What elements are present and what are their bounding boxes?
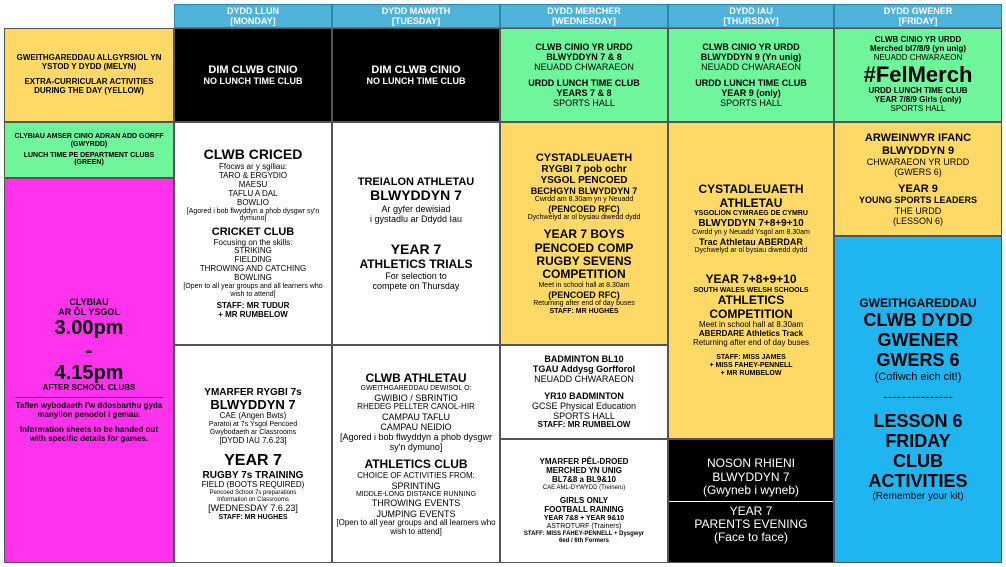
cricket-t9: Focusing on the skills: [213, 237, 293, 247]
after-cy-1: CLYBIAU [69, 296, 109, 307]
parents-t2: BLWYDDYN 7 [712, 469, 790, 484]
rugby-t7: YEAR 7 [224, 451, 282, 469]
tue-no-lunch-cy: DIM CLWB CINIO [371, 63, 461, 76]
rugby-t10: Pencoed School 7s preparations [209, 490, 297, 496]
cricket-t16: + MR RUMBELOW [218, 309, 288, 319]
lead-t7: THE URDD [894, 205, 942, 216]
header-friday-en: [FRIDAY] [898, 16, 938, 26]
cricket-t6: BOWLIO [236, 197, 269, 207]
cricket-t7: [Agored i bob flwyddyn a phob dysgwr sy'n dymuno] [186, 207, 320, 223]
tath-t3: YSGOLION CYMRAEG DE CYMRU [694, 210, 808, 218]
l6-t7: LESSON 6 [873, 410, 963, 431]
tath-t14: Returning after end of day buses [692, 338, 810, 348]
foot-t8: ASTROTURF (Trainers) [546, 523, 622, 531]
wrugby-t5: Cwrdd am 8.30am yn y Neuadd [534, 196, 634, 204]
lead-t6: YOUNG SPORTS LEADERS [858, 195, 977, 206]
tath-t11: COMPETITION [709, 306, 793, 321]
cricket-t10: STRIKING [234, 246, 272, 256]
wrugby-t14: Returning after end of day buses [533, 299, 635, 307]
trials-t1: TREIALON ATHLETAU [357, 175, 475, 188]
wed-lunch-t6: SPORTS HALL [553, 98, 615, 109]
fri-lunch-hashtag: #FelMerch [863, 61, 973, 87]
l6-t4: GWERS 6 [876, 350, 960, 371]
rugby-t2: BLWYDDYN 7 [210, 396, 296, 412]
left-lunch-clubs [4, 122, 174, 178]
parents-t3: (Gwyneb i wyneb) [702, 483, 800, 498]
cricket-t1: CLWB CRICED [203, 146, 303, 163]
badm-t7: STAFF: MR RUMBELOW [537, 419, 631, 429]
l6-divider-text: --------------- [883, 387, 953, 404]
tath-t8: YEAR 7+8+9+10 [705, 272, 797, 287]
wrugby-t7: Dychwelyd ar ol bysiau diwedd dydd [527, 214, 641, 222]
wrugby-t11: COMPETITION [542, 267, 626, 282]
wrugby-t2: RYGBI 7 pob ochr [541, 163, 627, 175]
club-t10: SPRINTING [391, 480, 441, 491]
cricket-t13: BOWLING [234, 273, 272, 283]
wed-badminton [500, 345, 668, 439]
foot-t9: STAFF: MISS FAHEY-PENNELL + Dysgwyr [523, 530, 645, 537]
tath-t6: Trac Athletau ABERDAR [699, 237, 803, 248]
cricket-t11: FIELDING [234, 255, 272, 265]
lead-t2: BLWYDDYN 9 [881, 144, 955, 157]
cricket-t4: MAESU [238, 179, 268, 189]
rugby-t8: RUGBY 7s TRAINING [202, 469, 304, 481]
lead-t1: ARWEINWYR IFANC [864, 132, 972, 145]
trials-t8: compete on Thursday [372, 281, 460, 292]
wrugby-t9: PENCOED COMP [534, 240, 634, 255]
header-tuesday-cy: DYDD MAWRTH [381, 5, 451, 16]
l6-t10: ACTIVITIES [868, 471, 968, 491]
cricket-t12: THROWING AND CATCHING [199, 264, 307, 274]
foot-t5: GIRLS ONLY [559, 496, 609, 506]
after-cy-2: AR ÔL YSGOL [58, 307, 120, 318]
lead-t8: (LESSON 6) [892, 215, 943, 226]
l6-t11: (Remember your kit) [872, 491, 964, 503]
l6-t2: CLWB DYDD [863, 310, 973, 331]
wed-rugby-sevens [500, 122, 668, 345]
club-t5: CAMPAU TAFLU [381, 411, 450, 422]
left-extra-en: EXTRA-CURRICULAR ACTIVITIES DURING THE DAY (YELLOW) [24, 77, 154, 95]
rugby-t5: Gwybodaeth ar Classrooms [209, 429, 297, 437]
divider [15, 397, 163, 398]
badm-t6: SPORTS HALL [553, 410, 615, 421]
cricket-t2: Ffocws ar y sgiliau: [218, 161, 288, 171]
cricket-t15: STAFF: MR TUDUR [216, 300, 290, 310]
foot-t1: YMARFER PÊL-DROED [539, 456, 629, 466]
left-extra-curricular [4, 28, 174, 122]
parents-t1: NOSON RHIENI [706, 456, 795, 471]
club-t8: ATHLETICS CLUB [364, 457, 468, 472]
badm-t1: BADMINTON BL10 [544, 354, 624, 365]
after-en: AFTER SCHOOL CLUBS [42, 383, 136, 393]
left-extra-cy: GWEITHGAREDDAU ALLGYRSIOL YN YSTOD Y DYDD (MELYN) [16, 53, 162, 72]
mon-no-lunch-cy: DIM CLWB CINIO [208, 63, 298, 76]
cricket-t8: CRICKET CLUB [211, 226, 295, 239]
foot-t10: 6ed / 6th Formers [558, 537, 609, 544]
after-time-end: 4.15pm [54, 361, 124, 384]
tue-no-lunch-en: NO LUNCH TIME CLUB [366, 76, 466, 87]
trials-t5: YEAR 7 [390, 240, 442, 257]
thu-lunch-t1: CLWB CINIO YR URDD [702, 41, 800, 52]
foot-t6: FOOTBALL RAINING [544, 505, 624, 515]
wrugby-t8: YEAR 7 BOYS [543, 227, 625, 242]
trials-t2: BLWYDDYN 7 [370, 187, 462, 204]
club-t9: CHOICE OF ACTIVITIES FROM: [357, 470, 475, 480]
thu-lunch-t3: NEUADD CHWARAEON [701, 61, 801, 72]
tath-t9: SOUTH WALES WELSH SCHOOLS [693, 286, 809, 294]
tath-t4: BLWYDDYN 7+8+9+10 [698, 218, 804, 230]
tath-t17: + MR RUMBELOW [720, 369, 782, 377]
parents-t6: (Face to face) [713, 530, 789, 545]
fri-lunch-t1: CLWB CINIO YR URDD [874, 34, 962, 44]
tue-no-lunch-club [332, 28, 500, 122]
tath-t5: Cwrdd yn y Neuadd Ysgol am 8.30am [692, 229, 810, 237]
club-t3: GWIBIO / SBRINTIO [374, 392, 458, 403]
foot-t3: BL7&8 a BL9&10 [551, 474, 617, 484]
wed-lunch-t3: NEUADD CHWARAEON [534, 61, 634, 72]
lead-t5: YEAR 9 [898, 183, 938, 196]
header-tuesday [332, 4, 500, 28]
fri-lunch-t7: SPORTS HALL [890, 104, 946, 114]
header-wednesday-cy: DYDD MERCHER [547, 5, 621, 16]
l6-t1: GWEITHGAREDDAU [859, 295, 977, 310]
tue-athletics-trials [332, 122, 500, 345]
wrugby-t3: YSGOL PENCOED [540, 175, 628, 187]
header-tuesday-en: [TUESDAY] [391, 16, 441, 26]
wed-lunch-t5: YEARS 7 & 8 [556, 88, 612, 99]
club-t13: JUMPING EVENTS [376, 508, 456, 519]
club-t14: [Open to all year groups and all learners who wish to attend] [336, 517, 496, 536]
wrugby-t6: (PENCOED RFC) [548, 204, 620, 215]
club-t4: RHEDEG PELLTER CANOL-HIR [357, 401, 475, 411]
club-t1: CLWB ATHLETAU [365, 370, 467, 385]
header-friday-cy: DYDD GWENER [883, 5, 953, 16]
wrugby-t10: RUGBY SEVENS [536, 253, 632, 268]
fri-lesson6-activities [834, 236, 1002, 563]
club-t7: [Agored i bob flwyddyn a phob dysgwr sy'n dymuno] [339, 431, 493, 453]
club-t11: MIDDLE-LONG DISTANCE RUNNING [355, 490, 477, 498]
left-lunch-en: LUNCH TIME PE DEPARTMENT CLUBS (GREEN) [23, 151, 155, 167]
tath-t12: Meet in school hall at 8.30am [698, 320, 804, 330]
fri-young-leaders [834, 122, 1002, 236]
wed-lunch-t1: CLWB CINIO YR URDD [535, 41, 633, 52]
lead-t3: CHWARAEON YR URDD [866, 156, 970, 167]
tue-athletics-club [332, 345, 500, 563]
thu-lunch-t2: BLWYDDYN 9 (Yn unig) [700, 51, 802, 62]
fri-lunch-t2: Merched bl7/8/9 (yn unig) [869, 43, 966, 53]
thu-lunch-t4: URDD LUNCH TIME CLUB [695, 78, 807, 88]
badm-t4: YR10 BADMINTON [544, 390, 624, 401]
header-thursday-en: [THURSDAY] [723, 16, 779, 26]
foot-t2: MERCHED YN UNIG [546, 465, 622, 475]
fri-urdd-lunch [834, 28, 1002, 122]
lead-t4: (GWERS 6) [894, 167, 942, 178]
cricket-t14: [Open to all year groups and all learners who wish to attend] [183, 283, 323, 299]
tath-t15: STAFF: MISS JAMES [716, 354, 786, 362]
rugby-t13: STAFF: MR HUGHES [218, 513, 288, 521]
l6-t3: GWENER [877, 330, 959, 351]
after-time-dash: - [85, 339, 93, 362]
club-t2: GWEITHGAREDDAU DEWISOL O: [360, 384, 472, 392]
wed-lunch-t4: URDD LUNCH TIME CLUB [528, 78, 640, 88]
mon-no-lunch-club [174, 28, 332, 122]
mon-cricket-club [174, 122, 332, 345]
rugby-t6: [DYDD IAU 7.6.23] [219, 436, 287, 445]
header-thursday-cy: DYDD IAU [729, 5, 773, 16]
l6-t9: CLUB [893, 450, 943, 471]
tath-t2: ATHLETAU [719, 195, 783, 210]
wrugby-t15: STAFF: MR HUGHES [549, 307, 619, 315]
cricket-t3: TARO & ERGYDIO [218, 170, 288, 180]
header-monday [174, 4, 332, 28]
thu-lunch-t5: YEAR 9 (only) [721, 88, 781, 99]
header-friday [834, 4, 1002, 28]
rugby-t1: YMARFER RYGBI 7s [204, 386, 302, 398]
header-monday-cy: DYDD LLUN [227, 5, 279, 16]
wrugby-t13: (PENCOED RFC) [548, 289, 620, 300]
wed-girls-football [500, 439, 668, 563]
l6-t5: (Cofiwch eich cit!) [874, 370, 962, 383]
fri-lunch-t5: URDD LUNCH TIME CLUB [868, 86, 968, 96]
header-thursday [668, 4, 834, 28]
rugby-t3: CAE (Angen Bwts) [219, 411, 287, 421]
thu-urdd-lunch [668, 28, 834, 122]
rugby-t11: Information on Classrooms [217, 496, 289, 503]
thu-athletics-competition [668, 122, 834, 439]
thu-lunch-t6: SPORTS HALL [720, 98, 782, 109]
parents-t5: PARENTS EVENING [694, 516, 808, 531]
badm-t5: GCSE Physical Education [531, 400, 637, 411]
after-time-start: 3.00pm [54, 317, 124, 340]
badm-t3: NEUADD CHWARAEON [534, 374, 634, 385]
cricket-t5: TAFLU A DAL [228, 188, 278, 198]
left-lunch-cy: CLYBIAU AMSER CINIO ADRAN ADD GORFF (GWYRDD) [14, 132, 164, 148]
rugby-t12: [WEDNESDAY 7.6.23] [208, 503, 298, 514]
info-cy: Taflen wybodaeth i'w ddosbarthu gyda manylion penodol i gemau. [15, 401, 163, 420]
tath-t1: CYSTADLEUAETH [698, 182, 804, 197]
rugby-t9: FIELD (BOOTS REQUIRED) [201, 480, 305, 490]
thu-parents-evening [668, 439, 834, 563]
header-wednesday [500, 4, 668, 28]
trials-t3: Ar gyfer dewisiad [381, 203, 451, 214]
mon-no-lunch-en: NO LUNCH TIME CLUB [203, 76, 303, 87]
mon-rugby-training [174, 345, 332, 563]
left-after-school [4, 178, 174, 563]
trials-t6: ATHLETICS TRIALS [359, 256, 473, 271]
wrugby-t12: Meet in school hall at 8.30am [538, 281, 630, 289]
info-en: Information sheets to be handed out with specific details for games. [19, 425, 159, 444]
l6-t8: FRIDAY [885, 430, 951, 451]
wrugby-t1: CYSTADLEUAETH [535, 151, 633, 164]
parents-t4: YEAR 7 [729, 503, 773, 518]
wed-lunch-t2: BLWYDDYN 7 & 8 [546, 51, 622, 62]
wed-urdd-lunch [500, 28, 668, 122]
fri-lunch-t3: NEUADD CHWARAEON [873, 52, 963, 62]
divider [669, 501, 833, 502]
tath-t7: Dychwelyd ar ol bysiau diwedd dydd [694, 247, 808, 255]
club-t6: CAMPAU NEIDIO [380, 421, 452, 432]
trials-t7: For selection to [385, 271, 447, 282]
tath-t16: + MISS FAHEY-PENNELL [709, 361, 793, 369]
wrugby-t4: BECHGYN BLWYDDYN 7 [530, 186, 638, 197]
club-t12: THROWING EVENTS [371, 498, 461, 509]
badm-t2: TGAU Addysg Gorfforol [532, 364, 636, 375]
tath-t10: ATHLETICS [717, 293, 785, 308]
trials-t4: i gystadlu ar Ddydd Iau [369, 213, 463, 224]
rugby-t4: Paratoi at 7s Ysgol Pencoed [208, 421, 298, 429]
foot-t7: YEAR 7&8 + YEAR 9&10 [543, 515, 625, 523]
fri-lunch-t6: YEAR 7/8/9 Girls (only) [874, 95, 962, 105]
foot-t4: CAE AML-DYWYDD (Treineru) [542, 484, 626, 491]
header-monday-en: [MONDAY] [230, 16, 276, 26]
header-wednesday-en: [WEDNESDAY] [552, 16, 616, 26]
tath-t13: ABERDARE Athletics Track [698, 329, 804, 339]
